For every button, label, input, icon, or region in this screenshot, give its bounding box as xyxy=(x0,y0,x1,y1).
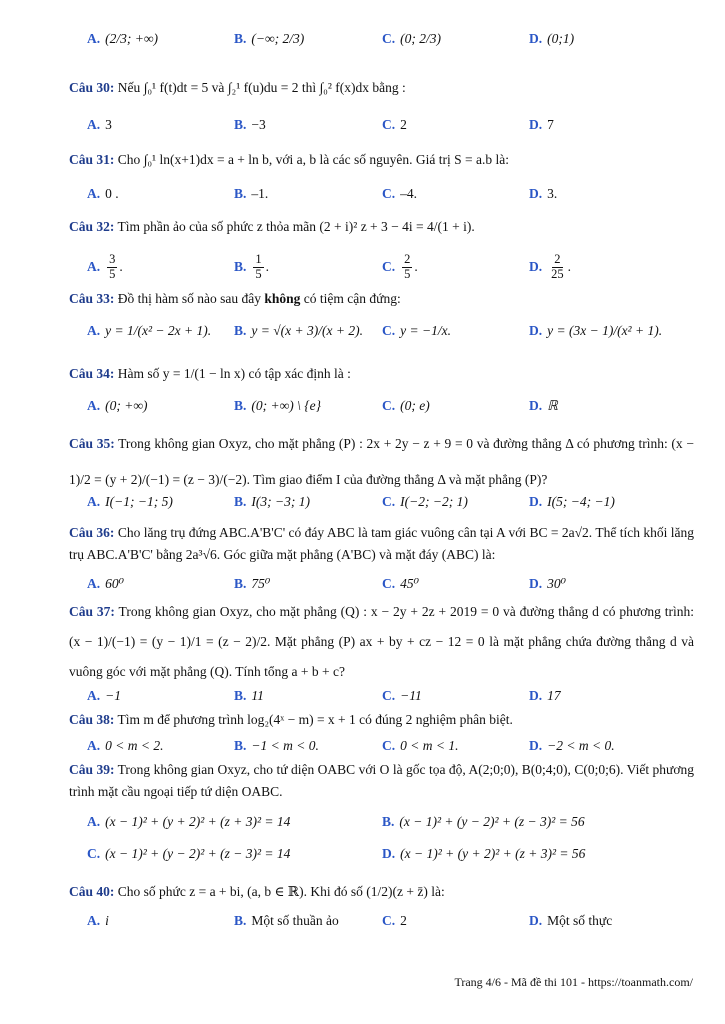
q36-option-c: C. 45⁰ xyxy=(382,576,420,591)
q36-stem xyxy=(69,522,694,566)
q37-stem xyxy=(69,597,694,687)
q35-option-d: D. I(5; −4; −1) xyxy=(529,494,615,509)
q39-text: Trong không gian Oxyz, cho tứ diện OABC với O là gốc tọa độ, A(2;0;0), B(0;4;0), C(0;0;6). Viết phương trình mặt cầu ngoại tiếp tứ diện OABC. xyxy=(69,762,694,799)
q33-option-c: C. y = −1/x. xyxy=(382,323,451,338)
q29-option-c: C. (0; 2/3) xyxy=(382,31,441,46)
q39-options-row1 xyxy=(87,809,707,835)
q38-text: Tìm m để phương trình log₂(4ˣ − m) = x + 1 có đúng 2 nghiệm phân biệt. xyxy=(117,712,513,727)
q37-option-d: D. 17 xyxy=(529,688,561,703)
q36-options xyxy=(87,571,707,597)
q33-option-d: D. y = (3x − 1)/(x² + 1). xyxy=(529,323,663,338)
q40-label: Câu 40: xyxy=(69,884,115,899)
q38-option-a: A. 0 < m < 2. xyxy=(87,738,164,753)
q39-option-b: B. (x − 1)² + (y − 2)² + (z − 3)² = 56 xyxy=(382,814,585,829)
q40-options xyxy=(87,908,707,934)
q36-option-b: B. 75⁰ xyxy=(234,576,271,591)
q32-label: Câu 32: xyxy=(69,219,115,234)
q34-options xyxy=(87,393,707,419)
q37-options xyxy=(87,683,707,709)
q33-option-a: A. y = 1/(x² − 2x + 1). xyxy=(87,323,212,338)
q33-text-pre: Đồ thị hàm số nào sau đây xyxy=(117,291,261,306)
q30-option-c: C. 2 xyxy=(382,117,407,132)
q34-option-b: B. (0; +∞) \ {e} xyxy=(234,398,322,413)
q32-option-b: B. $\frac{1}{5}$ . xyxy=(234,251,270,281)
q30-option-b: B. −3 xyxy=(234,117,266,132)
q39-label: Câu 39: xyxy=(69,762,115,777)
q40-option-c: C. 2 xyxy=(382,913,407,928)
q39-stem xyxy=(69,759,694,803)
q36-text: Cho lăng trụ đứng ABC.A'B'C' có đáy ABC là tam giác vuông cân tại A với BC = 2a√2. Thể tích khối lăng trụ ABC.A'B'C' bằng 2a³√6. Góc giữa mặt phẳng (A'BC) và mặt đáy (ABC) là: xyxy=(69,525,694,562)
q31-text: Cho ∫₀¹ ln(x+1)dx = a + ln b, với a, b là các số nguyên. Giá trị S = a.b là: xyxy=(117,152,509,167)
q34-stem xyxy=(69,366,694,383)
page-footer: Trang 4/6 - Mã đề thi 101 - https://toanmath.com/ xyxy=(454,975,693,989)
q35-option-c: C. I(−2; −2; 1) xyxy=(382,494,468,509)
q34-label: Câu 34: xyxy=(69,366,115,381)
q31-label: Câu 31: xyxy=(69,152,115,167)
q32-options xyxy=(87,251,707,281)
q32-option-c: C. $\frac{2}{5}$ . xyxy=(382,251,418,281)
q30-text: Nếu ∫₀¹ f(t)dt = 5 và ∫₂¹ f(u)du = 2 thì ∫₀² f(x)dx bằng : xyxy=(117,80,406,95)
q33-keyword: không xyxy=(264,291,301,306)
q33-stem xyxy=(69,291,694,308)
q31-option-c: C. –4. xyxy=(382,186,417,201)
q35-option-a: A. I(−1; −1; 5) xyxy=(87,494,173,509)
q32-stem xyxy=(69,219,694,236)
q38-option-c: C. 0 < m < 1. xyxy=(382,738,459,753)
q35-stem xyxy=(69,426,694,498)
q36-option-a: A. 60⁰ xyxy=(87,576,125,591)
q30-stem xyxy=(69,80,694,97)
q37-option-c: C. −11 xyxy=(382,688,422,703)
q40-option-d: D. Một số thực xyxy=(529,913,613,928)
q37-option-b: B. 11 xyxy=(234,688,264,703)
q36-option-d: D. 30⁰ xyxy=(529,576,567,591)
q35-options xyxy=(87,489,707,515)
q33-options xyxy=(87,318,707,344)
q40-stem xyxy=(69,884,694,901)
q31-option-a: A. 0 . xyxy=(87,186,119,201)
q35-option-b: B. I(3; −3; 1) xyxy=(234,494,310,509)
q38-label: Câu 38: xyxy=(69,712,115,727)
q31-option-b: B. –1. xyxy=(234,186,269,201)
q39-options-row2 xyxy=(87,841,707,867)
q39-option-c: C. (x − 1)² + (y − 2)² + (z − 3)² = 14 xyxy=(87,846,291,861)
q34-text: Hàm số y = 1/(1 − ln x) có tập xác định là : xyxy=(117,366,351,381)
q40-text: Cho số phức z = a + bi, (a, b ∈ ℝ). Khi đó số (1/2)(z + z̄) là: xyxy=(117,884,445,899)
q29-option-d: D. (0;1) xyxy=(529,31,575,46)
q34-option-a: A. (0; +∞) xyxy=(87,398,148,413)
q37-option-a: A. −1 xyxy=(87,688,121,703)
q39-option-d: D. (x − 1)² + (y + 2)² + (z + 3)² = 56 xyxy=(382,846,586,861)
q37-label: Câu 37: xyxy=(69,604,115,619)
q31-options xyxy=(87,181,707,207)
q29-option-b: B. (−∞; 2/3) xyxy=(234,31,305,46)
q32-option-d: D. $\frac{2}{25}$ . xyxy=(529,251,571,281)
q31-stem xyxy=(69,152,694,169)
q38-option-d: D. −2 < m < 0. xyxy=(529,738,615,753)
q33-text-post: có tiệm cận đứng: xyxy=(303,291,401,306)
q29-options xyxy=(87,26,707,52)
q34-option-d: D. ℝ xyxy=(529,398,558,413)
q37-text: Trong không gian Oxyz, cho mặt phẳng (Q) : x − 2y + 2z + 2019 = 0 và đường thẳng d có phương trình: (x − 1)/(−1) = (y − 1)/1 = (z − 2)/2. Mặt phẳng (P) ax + by + cz − 12 = 0 là mặt phẳng chứa đường thẳng d và vuông góc với mặt phẳng (Q). Tính tổng a + b + c? xyxy=(69,604,694,679)
q32-text: Tìm phần ảo của số phức z thỏa mãn (2 + i)² z + 3 − 4i = 4/(1 + i). xyxy=(117,219,475,234)
q38-option-b: B. −1 < m < 0. xyxy=(234,738,319,753)
q30-option-a: A. 3 xyxy=(87,117,112,132)
q35-label: Câu 35: xyxy=(69,436,115,451)
q30-label: Câu 30: xyxy=(69,80,115,95)
q33-option-b: B. y = √(x + 3)/(x + 2). xyxy=(234,323,363,338)
q40-option-a: A. i xyxy=(87,913,109,928)
q30-option-d: D. 7 xyxy=(529,117,554,132)
q38-options xyxy=(87,733,707,759)
q38-stem xyxy=(69,712,694,729)
q32-option-a: A. $\frac{3}{5}$ . xyxy=(87,251,123,281)
q35-text: Trong không gian Oxyz, cho mặt phẳng (P) : 2x + 2y − z + 9 = 0 và đường thẳng Δ có phương trình: (x − 1)/2 = (y + 2)/(−1) = (z − 3)/(−2). Tìm giao điểm I của đường thẳng Δ và mặt phẳng (P)? xyxy=(69,436,694,487)
q36-label: Câu 36: xyxy=(69,525,115,540)
q34-option-c: C. (0; e) xyxy=(382,398,430,413)
q33-label: Câu 33: xyxy=(69,291,115,306)
q39-option-a: A. (x − 1)² + (y + 2)² + (z + 3)² = 14 xyxy=(87,814,291,829)
q31-option-d: D. 3. xyxy=(529,186,558,201)
q40-option-b: B. Một số thuần ảo xyxy=(234,913,339,928)
q29-option-a: A. (2/3; +∞) xyxy=(87,31,158,46)
q30-options xyxy=(87,112,707,138)
